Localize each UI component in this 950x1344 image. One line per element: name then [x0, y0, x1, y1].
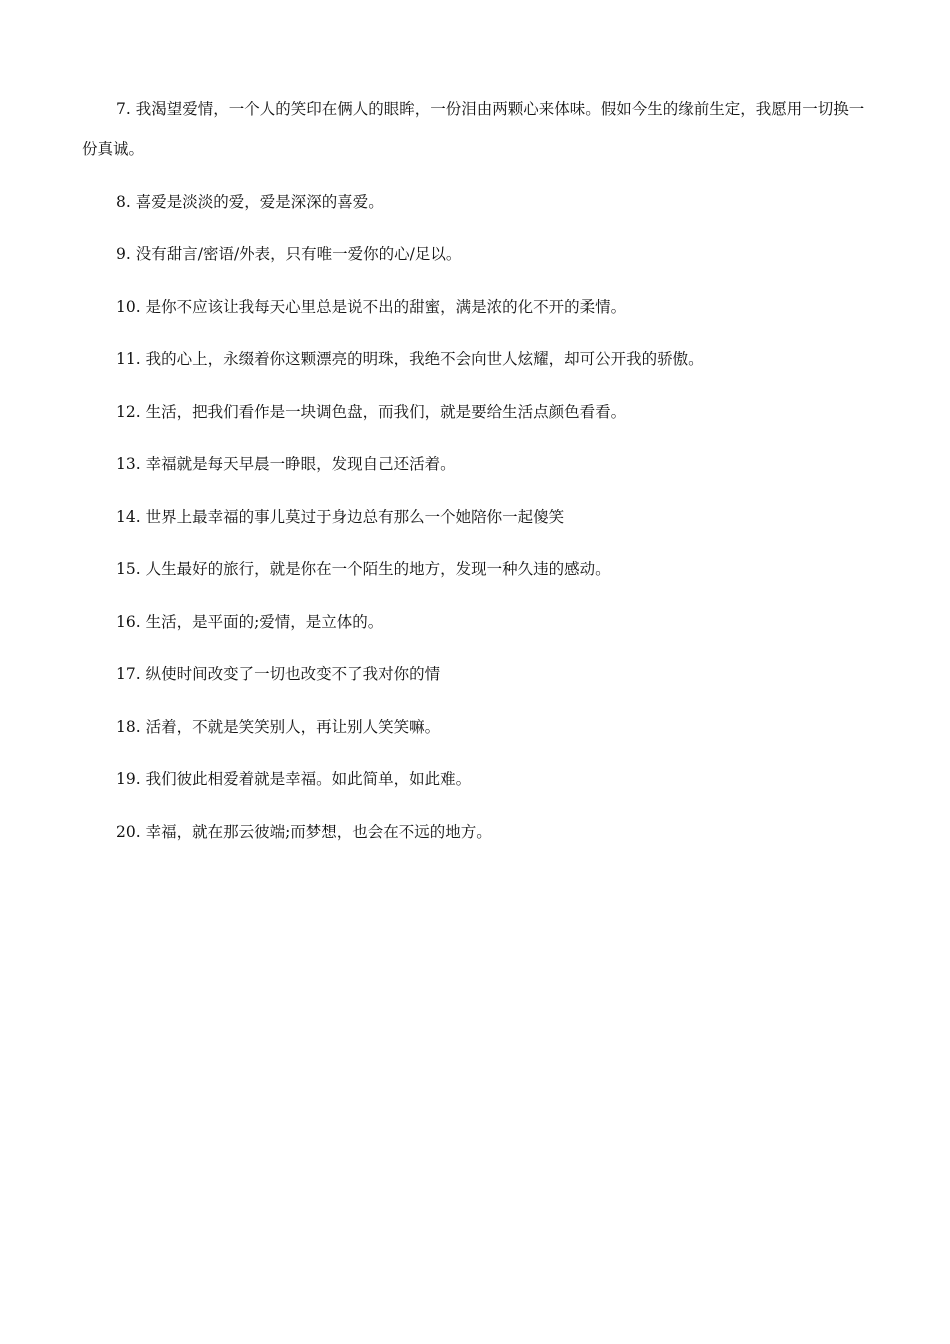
paragraph-item-14: 14. 世界上最幸福的事儿莫过于身边总有那么一个她陪你一起傻笑 — [116, 507, 565, 526]
paragraph-item-11: 11. 我的心上，永缀着你这颗漂亮的明珠，我绝不会向世人炫耀，却可公开我的骄傲。 — [116, 349, 704, 368]
paragraph-item-20: 20. 幸福，就在那云彼端;而梦想，也会在不远的地方。 — [116, 822, 492, 841]
paragraph-item-7: 7. 我渴望爱情，一个人的笑印在俩人的眼眸，一份泪由两颗心来体味。假如今生的缘前生定，我愿用一切换一份真诚。 — [82, 99, 865, 158]
paragraph-item-18: 18. 活着，不就是笑笑别人，再让别人笑笑嘛。 — [116, 717, 441, 736]
paragraph-item-8: 8. 喜爱是淡淡的爱，爱是深深的喜爱。 — [116, 192, 384, 211]
paragraph-item-19: 19. 我们彼此相爱着就是幸福。如此简单，如此难。 — [116, 769, 472, 788]
paragraph-item-12: 12. 生活，把我们看作是一块调色盘，而我们，就是要给生活点颜色看看。 — [116, 402, 627, 421]
paragraph-item-9: 9. 没有甜言/密语/外表，只有唯一爱你的心/足以。 — [116, 244, 462, 263]
paragraph-item-10: 10. 是你不应该让我每天心里总是说不出的甜蜜，满是浓的化不开的柔情。 — [116, 297, 627, 316]
paragraph-item-13: 13. 幸福就是每天早晨一睁眼，发现自己还活着。 — [116, 454, 456, 473]
paragraph-item-15: 15. 人生最好的旅行，就是你在一个陌生的地方，发现一种久违的感动。 — [116, 559, 611, 578]
paragraph-item-16: 16. 生活，是平面的;爱情，是立体的。 — [116, 612, 384, 631]
paragraph-item-17: 17. 纵使时间改变了一切也改变不了我对你的情 — [116, 664, 441, 683]
